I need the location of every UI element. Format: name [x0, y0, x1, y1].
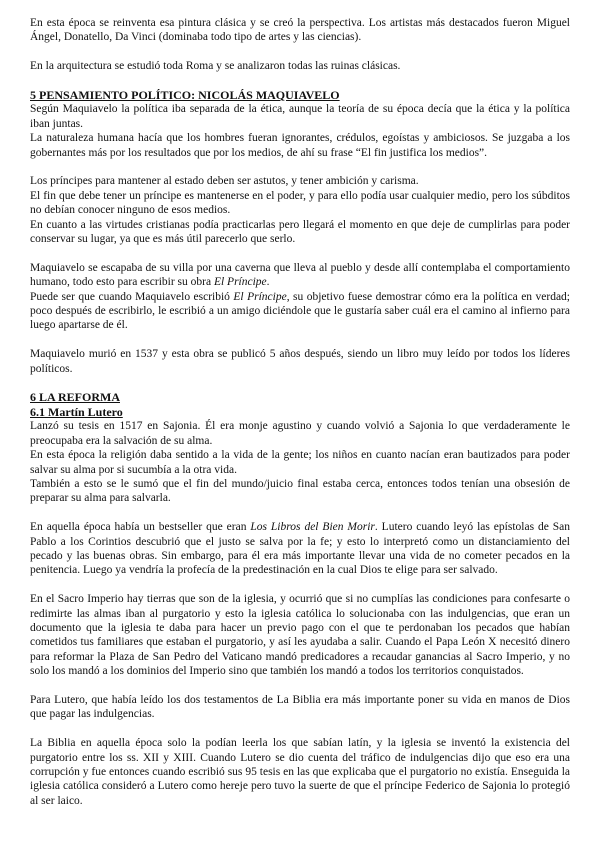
- section-5-paragraph-5: En cuanto a las virtudes cristianas podía practicarlas pero llegará el momento en que deje de cumplirlas para poder conservar su lugar, ya que es más útil parecerlo que serlo.: [30, 218, 570, 246]
- spacer: [30, 376, 570, 390]
- book-title: El Príncipe: [213, 276, 267, 289]
- section-6-paragraph-1: Lanzó su tesis en 1517 en Sajonia. Él era monje agustino y cuando volvió a Sajonia lo que verdaderamente le preocupaba era la salvación de su alma.: [30, 420, 570, 447]
- text-run: .: [266, 276, 270, 289]
- document-page: [30, 16, 570, 808]
- section-6-paragraph-4: [30, 520, 570, 578]
- section-5-paragraph-4: El fin que debe tener un príncipe es mantenerse en el poder, y para ello podía usar cualquier medio, pero los súbditos no debían conocer ninguno de esos medios.: [30, 189, 570, 217]
- section-5-paragraph-3: Los príncipes para mantener al estado deben ser astutos, y tener ambición y carisma.: [30, 175, 419, 188]
- intro-paragraph-2: En la arquitectura se estudió toda Roma y se analizaron todas las ruinas clásicas.: [30, 60, 401, 73]
- book-title: Los Libros del Bien Morir: [250, 521, 375, 534]
- spacer: [30, 506, 570, 520]
- section-5-paragraph-6: [30, 261, 570, 290]
- section-5-paragraph-1: Según Maquiavelo la política iba separada de la ética, aunque la teoría de su época decía que la ética y la política iban juntas.: [30, 103, 570, 130]
- spacer: [30, 578, 570, 592]
- section-6-paragraph-3: También a esto se le sumó que el fin del mundo/juicio final estaba cerca, entonces todos tenían una obsesión de preparar su alma para salvarla.: [30, 477, 570, 505]
- spacer: [30, 679, 570, 693]
- section-6-1-heading: 6.1 Martín Lutero: [30, 404, 123, 419]
- text-run: , su objetivo fuese demostrar cómo era la política en verdad; poco después de escribirlo, le escribió a un amigo diciéndole que le gustaría saber cuál era el camino al infierno para luego apartarse de él.: [30, 290, 570, 332]
- section-6-heading: 6 LA REFORMA: [30, 390, 120, 405]
- spacer: [30, 722, 570, 736]
- spacer: [30, 246, 570, 260]
- section-5-paragraph-2: La naturaleza humana hacía que los hombres fueran ignorantes, crédulos, egoístas y ambiciosos. Se juzgaba a los gobernantes más por los resultados que por los medios, de ahí su frase “El fin justifica los medios”.: [30, 132, 570, 159]
- text-run: Maquiavelo se escapaba de su villa por una caverna que lleva al pueblo y desde allí contemplaba el comportamiento humano, todo esto para escribir su obra: [30, 261, 570, 289]
- text-run: . Lutero cuando leyó las epístolas de San Pablo a los Corintios descubrió que el justo se salva por la fe; y esto lo interpretó como un distanciamiento del pecado y las buenas obras. Sin embargo, para él era más importante llevar una vida de no cometer pecados en la penitencia. Luego ya vendría la profecía de la predestinación en la cual Dios te elige para ser salvado.: [30, 521, 570, 577]
- section-6-paragraph-6: Para Lutero, que había leído los dos testamentos de La Biblia era más importante poner su vida en manos de Dios que pagar las indulgencias.: [30, 693, 570, 721]
- section-6-paragraph-2: En esta época la religión daba sentido a la vida de la gente; los niños en cuanto nacían eran bautizados para poder salvar su alma por si sucumbía a la otra vida.: [30, 449, 570, 476]
- section-5-paragraph-8: Maquiavelo murió en 1537 y esta obra se publicó 5 años después, siendo un libro muy leído por todos los líderes políticos.: [30, 348, 570, 375]
- book-title: El Príncipe: [233, 290, 287, 303]
- spacer: [30, 74, 570, 88]
- section-6-paragraph-7: La Biblia en aquella época solo la podían leerla los que sabían latín, y la iglesia se inventó la existencia del purgatorio entre los ss. XII y XIII. Cuando Lutero se dio cuenta del tráfico de indulgencias dijo que eso era una corrupción y fue entonces cuando escribió sus 95 tesis en las que explicaba que el purgatorio no existía. Enseguida la iglesia católica consideró a Lutero como hereje pero tuvo la suerte de que el príncipe Federico de Sajonia lo protegió al ser laico.: [30, 737, 570, 807]
- spacer: [30, 160, 570, 174]
- text-run: En aquella época había un bestseller que eran: [30, 521, 251, 534]
- section-6-paragraph-5: En el Sacro Imperio hay tierras que son de la iglesia, y ocurrió que si no cumplías las condiciones para confesarte o redimirte las almas iban al purgatorio y esto la iglesia católica lo solucionaba con las indulgencias, que eran un documento que la iglesia te daba para hacer un previo pago con el que te perdonaban los pecados que habían cometidos tus familiares que estaban el purgatorio, y así les ayudaba a salir. Cuando el Papa León X necesitó dinero para reformar la Plaza de San Pedro del Vaticano mandó predicadores a recaudar ganancias al Sacro Imperio, y no solo los mandó a los dominios del Imperio sino que también los mandó a todos los territorios conquistados.: [30, 593, 570, 678]
- spacer: [30, 45, 570, 59]
- section-5-paragraph-7: [30, 290, 570, 333]
- text-run: Puede ser que cuando Maquiavelo escribió: [30, 290, 234, 303]
- spacer: [30, 333, 570, 347]
- intro-paragraph-1: En esta época se reinventa esa pintura clásica y se creó la perspectiva. Los artistas más destacados fueron Miguel Ángel, Donatello, Da Vinci (dominaba todo tipo de artes y las ciencias).: [30, 17, 570, 44]
- section-5-heading: 5 PENSAMIENTO POLÍTICO: NICOLÁS MAQUIAVELO: [30, 88, 340, 102]
